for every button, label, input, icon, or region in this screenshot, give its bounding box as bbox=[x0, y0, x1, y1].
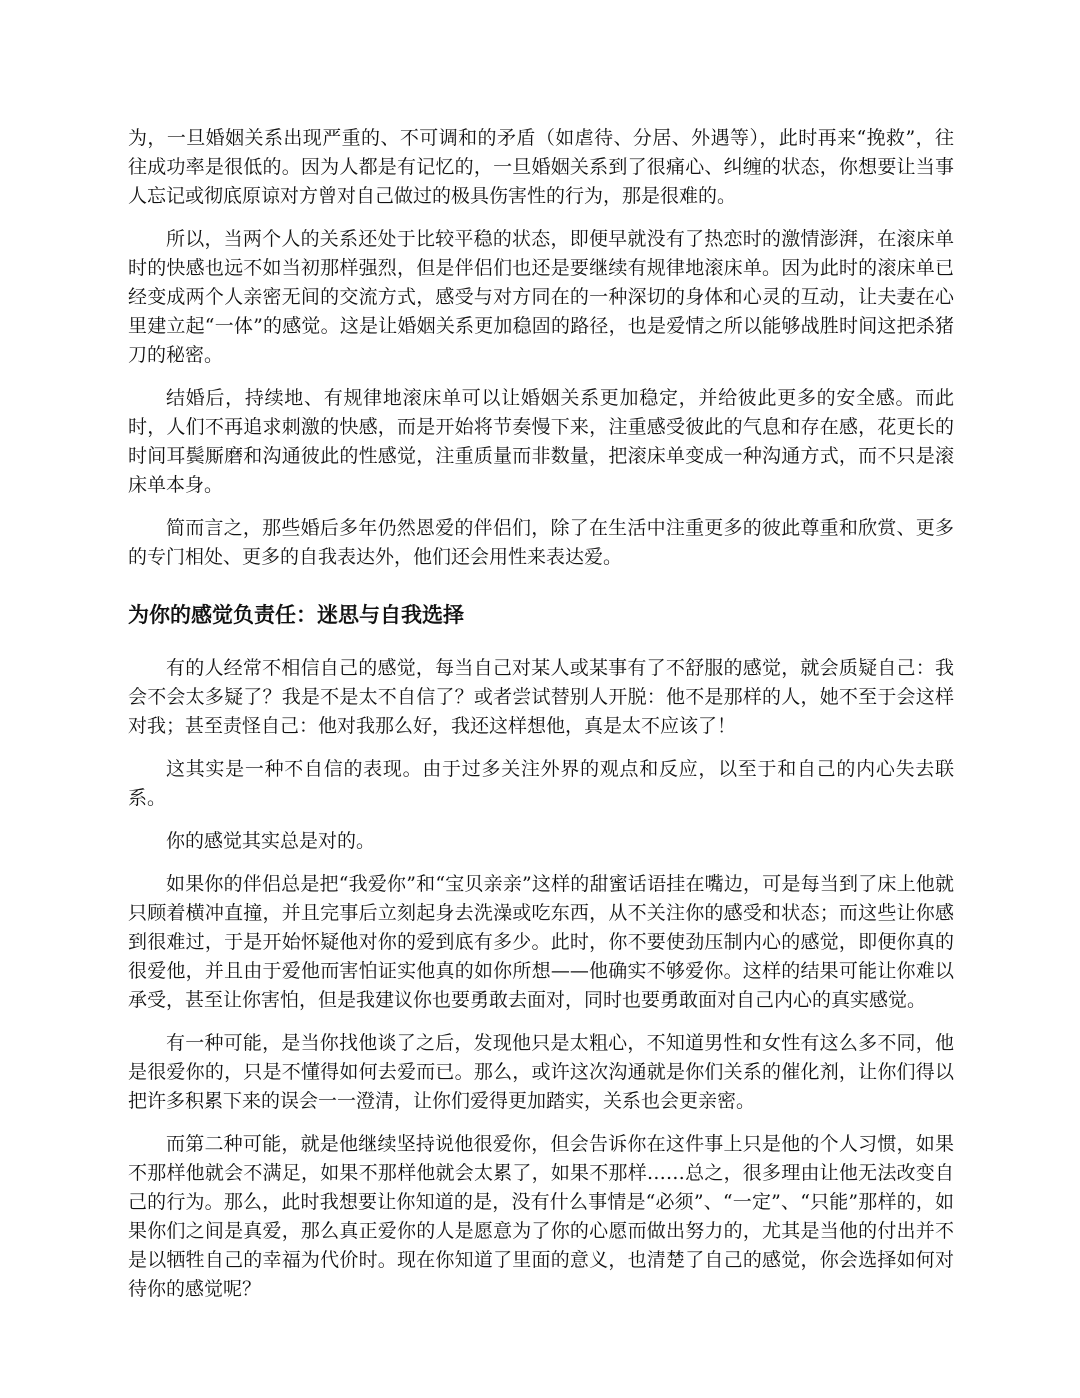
paragraph: 简而言之，那些婚后多年仍然恩爱的伴侣们，除了在生活中注重更多的彼此尊重和欣赏、更多的专门相处、更多的自我表达外，他们还会用性来表达爱。 bbox=[128, 517, 954, 568]
paragraph: 而第二种可能，就是他继续坚持说他很爱你，但会告诉你在这件事上只是他的个人习惯，如果不那样他就会不满足，如果不那样他就会太累了，如果不那样……总之，很多理由让他无法改变自己的行为。那么，此时我想要让你知道的是，没有什么事情是“必须”、“一定”、“只能”那样的，如果你们之间是真爱，那么真正爱你的人是愿意为了你的心愿而做出努力的，尤其是当他的付出并不是以牺牲自己的幸福为代价时。现在你知道了里面的意义，也清楚了自己的感觉，你会选择如何对待你的感觉呢？ bbox=[128, 1133, 954, 1300]
paragraph: 为，一旦婚姻关系出现严重的、不可调和的矛盾（如虐待、分居、外遇等），此时再来“挽救”，往往成功率是很低的。因为人都是有记忆的，一旦婚姻关系到了很痛心、纠缠的状态，你想要让当事人忘记或彻底原谅对方曾对自己做过的极具伤害性的行为，那是很难的。 bbox=[128, 127, 954, 207]
section-heading: 为你的感觉负责任：迷思与自我选择 bbox=[128, 603, 464, 627]
document-page bbox=[128, 124, 954, 1318]
paragraph: 这其实是一种不自信的表现。由于过多关注外界的观点和反应，以至于和自己的内心失去联系。 bbox=[128, 758, 954, 809]
paragraph: 结婚后，持续地、有规律地滚床单可以让婚姻关系更加稳定，并给彼此更多的安全感。而此时，人们不再追求刺激的快感，而是开始将节奏慢下来，注重感受彼此的气息和存在感，花更长的时间耳鬓厮磨和沟通彼此的性感觉，注重质量而非数量，把滚床单变成一种沟通方式，而不只是滚床单本身。 bbox=[128, 387, 954, 496]
paragraph: 有一种可能，是当你找他谈了之后，发现他只是太粗心，不知道男性和女性有这么多不同，他是很爱你的，只是不懂得如何去爱而已。那么，或许这次沟通就是你们关系的催化剂，让你们得以把许多积累下来的误会一一澄清，让你们爱得更加踏实，关系也会更亲密。 bbox=[128, 1032, 954, 1112]
paragraph: 所以，当两个人的关系还处于比较平稳的状态，即便早就没有了热恋时的激情澎湃，在滚床单时的快感也远不如当初那样强烈，但是伴侣们也还是要继续有规律地滚床单。因为此时的滚床单已经变成两个人亲密无间的交流方式，感受与对方同在的一种深切的身体和心灵的互动，让夫妻在心里建立起“一体”的感觉。这是让婚姻关系更加稳固的路径，也是爱情之所以能够战胜时间这把杀猪刀的秘密。 bbox=[128, 228, 954, 366]
paragraph: 有的人经常不相信自己的感觉，每当自己对某人或某事有了不舒服的感觉，就会质疑自己：我会不会太多疑了？我是不是太不自信了？或者尝试替别人开脱：他不是那样的人，她不至于会这样对我；甚至责怪自己：他对我那么好，我还这样想他，真是太不应该了！ bbox=[128, 657, 954, 737]
paragraph: 如果你的伴侣总是把“我爱你”和“宝贝亲亲”这样的甜蜜话语挂在嘴边，可是每当到了床上他就只顾着横冲直撞，并且完事后立刻起身去洗澡或吃东西，从不关注你的感受和状态；而这些让你感到很难过，于是开始怀疑他对你的爱到底有多少。此时，你不要使劲压制内心的感觉，即便你真的很爱他，并且由于爱他而害怕证实他真的如你所想——他确实不够爱你。这样的结果可能让你难以承受，甚至让你害怕，但是我建议你也要勇敢去面对，同时也要勇敢面对自己内心的真实感觉。 bbox=[128, 873, 954, 1011]
paragraph: 你的感觉其实总是对的。 bbox=[166, 830, 376, 852]
